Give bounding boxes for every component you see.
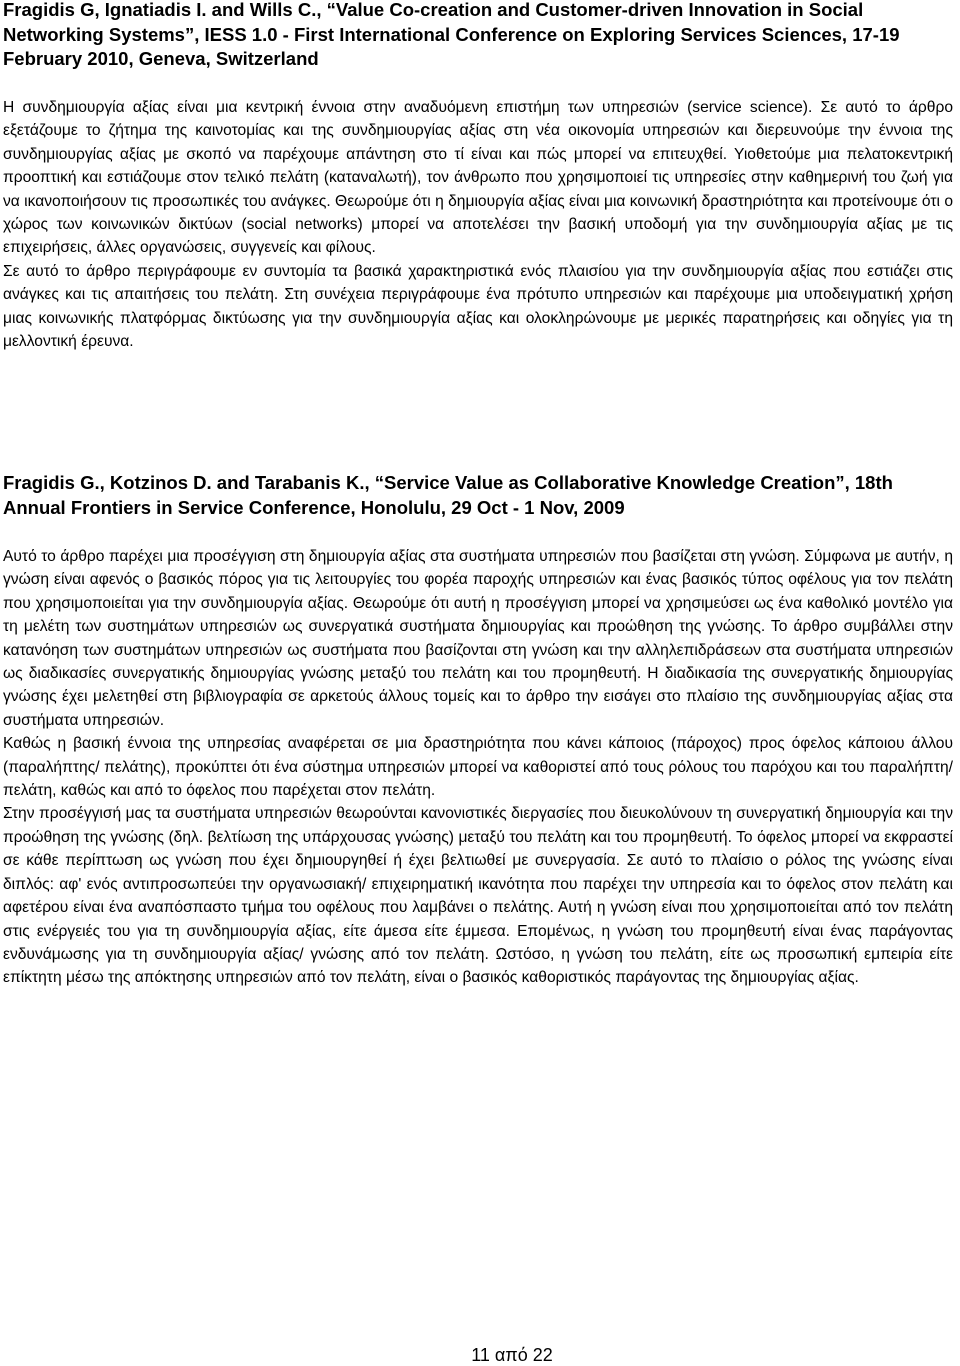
page-number: 11 από 22 <box>471 1345 553 1365</box>
abstract-paragraph: Σε αυτό το άρθρο περιγράφουμε εν συντομία τα βασικά χαρακτηριστικά ενός πλαισίου για την συνδημιουργία αξίας που εστιάζει στις ανάγκες και τις απαιτήσεις του πελάτη. Στη συνέχεια περιγράφουμε ένα πρότυπο υπηρεσιών και παρέχουμε μια υποδειγματική χρήση μιας κοινωνικής πλατφόρμας δικτύωσης για την συνδημιουργία αξίας και ολοκληρώνουμε με μερικές παρατηρήσεις και οδηγίες για τη μελλοντική έρευνα. <box>3 262 953 351</box>
abstract-paragraph: Καθώς η βασική έννοια της υπηρεσίας αναφέρεται σε μια δραστηριότητα που κάνει κάποιος (πάροχος) προς όφελος κάποιου άλλου (παραλήπτης/ πελάτης), προκύπτει ότι ένα σύστημα υπηρεσιών μπορεί να καθοριστεί από τους ρόλους του παρόχου και του παραλήπτη/ πελάτη, καθώς και από το όφελος που παρέχεται στον πελάτη. <box>3 735 953 800</box>
page-footer <box>0 1344 960 1366</box>
reference-abstract-1 <box>3 96 953 353</box>
reference-title-1: Fragidis G, Ignatiadis I. and Wills C., “Value Co-creation and Customer-driven Innovation in Social Networking Systems”, IESS 1.0 - First International Conference on Exploring Services Sciences, 17-19 February 2010, Geneva, Switzerland <box>3 0 900 69</box>
reference-abstract-2 <box>3 545 953 990</box>
abstract-paragraph: Στην προσέγγισή μας τα συστήματα υπηρεσιών θεωρούνται κανονιστικές διεργασίες που διευκολύνουν τη συνεργατική δημιουργία και την προώθηση της γνώσης (δηλ. βελτίωση της υπάρχουσας γνώσης) μεταξύ του πελάτη και του προμηθευτή. Το όφελος μπορεί να εκφραστεί σε κάθε περίπτωση ως γνώση που έχει δημιουργηθεί ή έχει βελτιωθεί με συνεργασία. Σε αυτό το πλαίσιο ο ρόλος της γνώσης είναι διπλός: αφ' ενός αντιπροσωπεύει την οργανωσιακή/ επιχειρηματική ικανότητα που παρέχει την υπηρεσία και το όφελος στον πελάτη και αφετέρου είναι ένα αναπόσπαστο τμήμα του οφέλους που λαμβάνει ο πελάτης. Αυτή η γνώση είναι που χρησιμοποιείται από τον πελάτη στις ενέργειές του για τη συνδημιουργία αξίας, είτε άμεσα είτε έμμεσα. Επομένως, η γνώση του προμηθευτή είναι ένας παράγοντας ενδυνάμωσης για τη συνδημιουργία αξίας/ γνώσης από τον πελάτη. Ωστόσο, η γνώση του πελάτη, είτε ως προσωπική εμπειρία είτε επίκτητη μέσω της απόκτησης υπηρεσιών από τον πελάτη, είναι ο βασικός καθοριστικός παράγοντας της δημιουργίας αξίας. <box>3 805 953 987</box>
abstract-paragraph: Η συνδημιουργία αξίας είναι μια κεντρική έννοια στην αναδυόμενη επιστήμη των υπηρεσιών (service science). Σε αυτό το άρθρο εξετάζουμε το ζήτημα της καινοτομίας και της συνδημιουργίας αξίας στη νέα οικονομία υπηρεσιών και διερευνούμε την έννοια της συνδημιουργίας αξίας με σκοπό να παρέχουμε απάντηση στο τί είναι και πώς μπορεί να επιτευχθεί. Υιοθετούμε μια πελατοκεντρική προοπτική και εστιάζουμε στον τελικό πελάτη (καταναλωτή), τον άνθρωπο που χρησιμοποιεί τις υπηρεσίες στην καθημερινή του ζωή για να ικανοποιήσουν τις προσωπικές του ανάγκες. Θεωρούμε ότι η δημιουργία αξίας είναι μια κοινωνική δραστηριότητα και προτείνουμε ότι ο χώρος των κοινωνικών δικτύων (social networks) μπορεί να αποτελέσει την βασική υποδομή για την συνδημιουργία αξίας με τις επιχειρήσεις, άλλες οργανώσεις, συγγενείς και φίλους. <box>3 99 953 257</box>
reference-title-2: Fragidis G., Kotzinos D. and Tarabanis K., “Service Value as Collaborative Knowledge Creation”, 18th Annual Frontiers in Service Conference, Honolulu, 29 Oct - 1 Nov, 2009 <box>3 472 893 518</box>
abstract-paragraph: Αυτό το άρθρο παρέχει μια προσέγγιση στη δημιουργία αξίας στα συστήματα υπηρεσιών που βασίζεται στη γνώση. Σύμφωνα με αυτήν, η γνώση είναι αφενός ο βασικός πόρος για τις λειτουργίες του φορέα παροχής υπηρεσιών και ένας βασικός τύπος οφέλους για τον πελάτη που χρησιμοποιείται για την συνδημιουργία αξίας. Θεωρούμε ότι αυτή η προσέγγιση μπορεί να χρησιμεύσει ως ένα καθολικό μοντέλο για τη μελέτη των συστημάτων υπηρεσιών ως συνεργατικά συστήματα δημιουργίας και προώθηση της γνώσης. Το άρθρο συμβάλλει στην κατανόηση των συστημάτων υπηρεσιών ως συστήματα που βασίζονται στη γνώση και την αλληλεπιδράσεων στα συστήματα υπηρεσιών ως διαδικασίες συνεργατικής δημιουργίας γνώσης μεταξύ του πελάτη και του προμηθευτή. Η διαδικασία της συνεργατικής δημιουργίας γνώσης έχει μελετηθεί στη βιβλιογραφία σε αρκετούς άλλους τομείς και το άρθρο την εισάγει στο πλαίσιο της συνδημιουργίας αξίας στα συστήματα υπηρεσιών. <box>3 548 953 729</box>
